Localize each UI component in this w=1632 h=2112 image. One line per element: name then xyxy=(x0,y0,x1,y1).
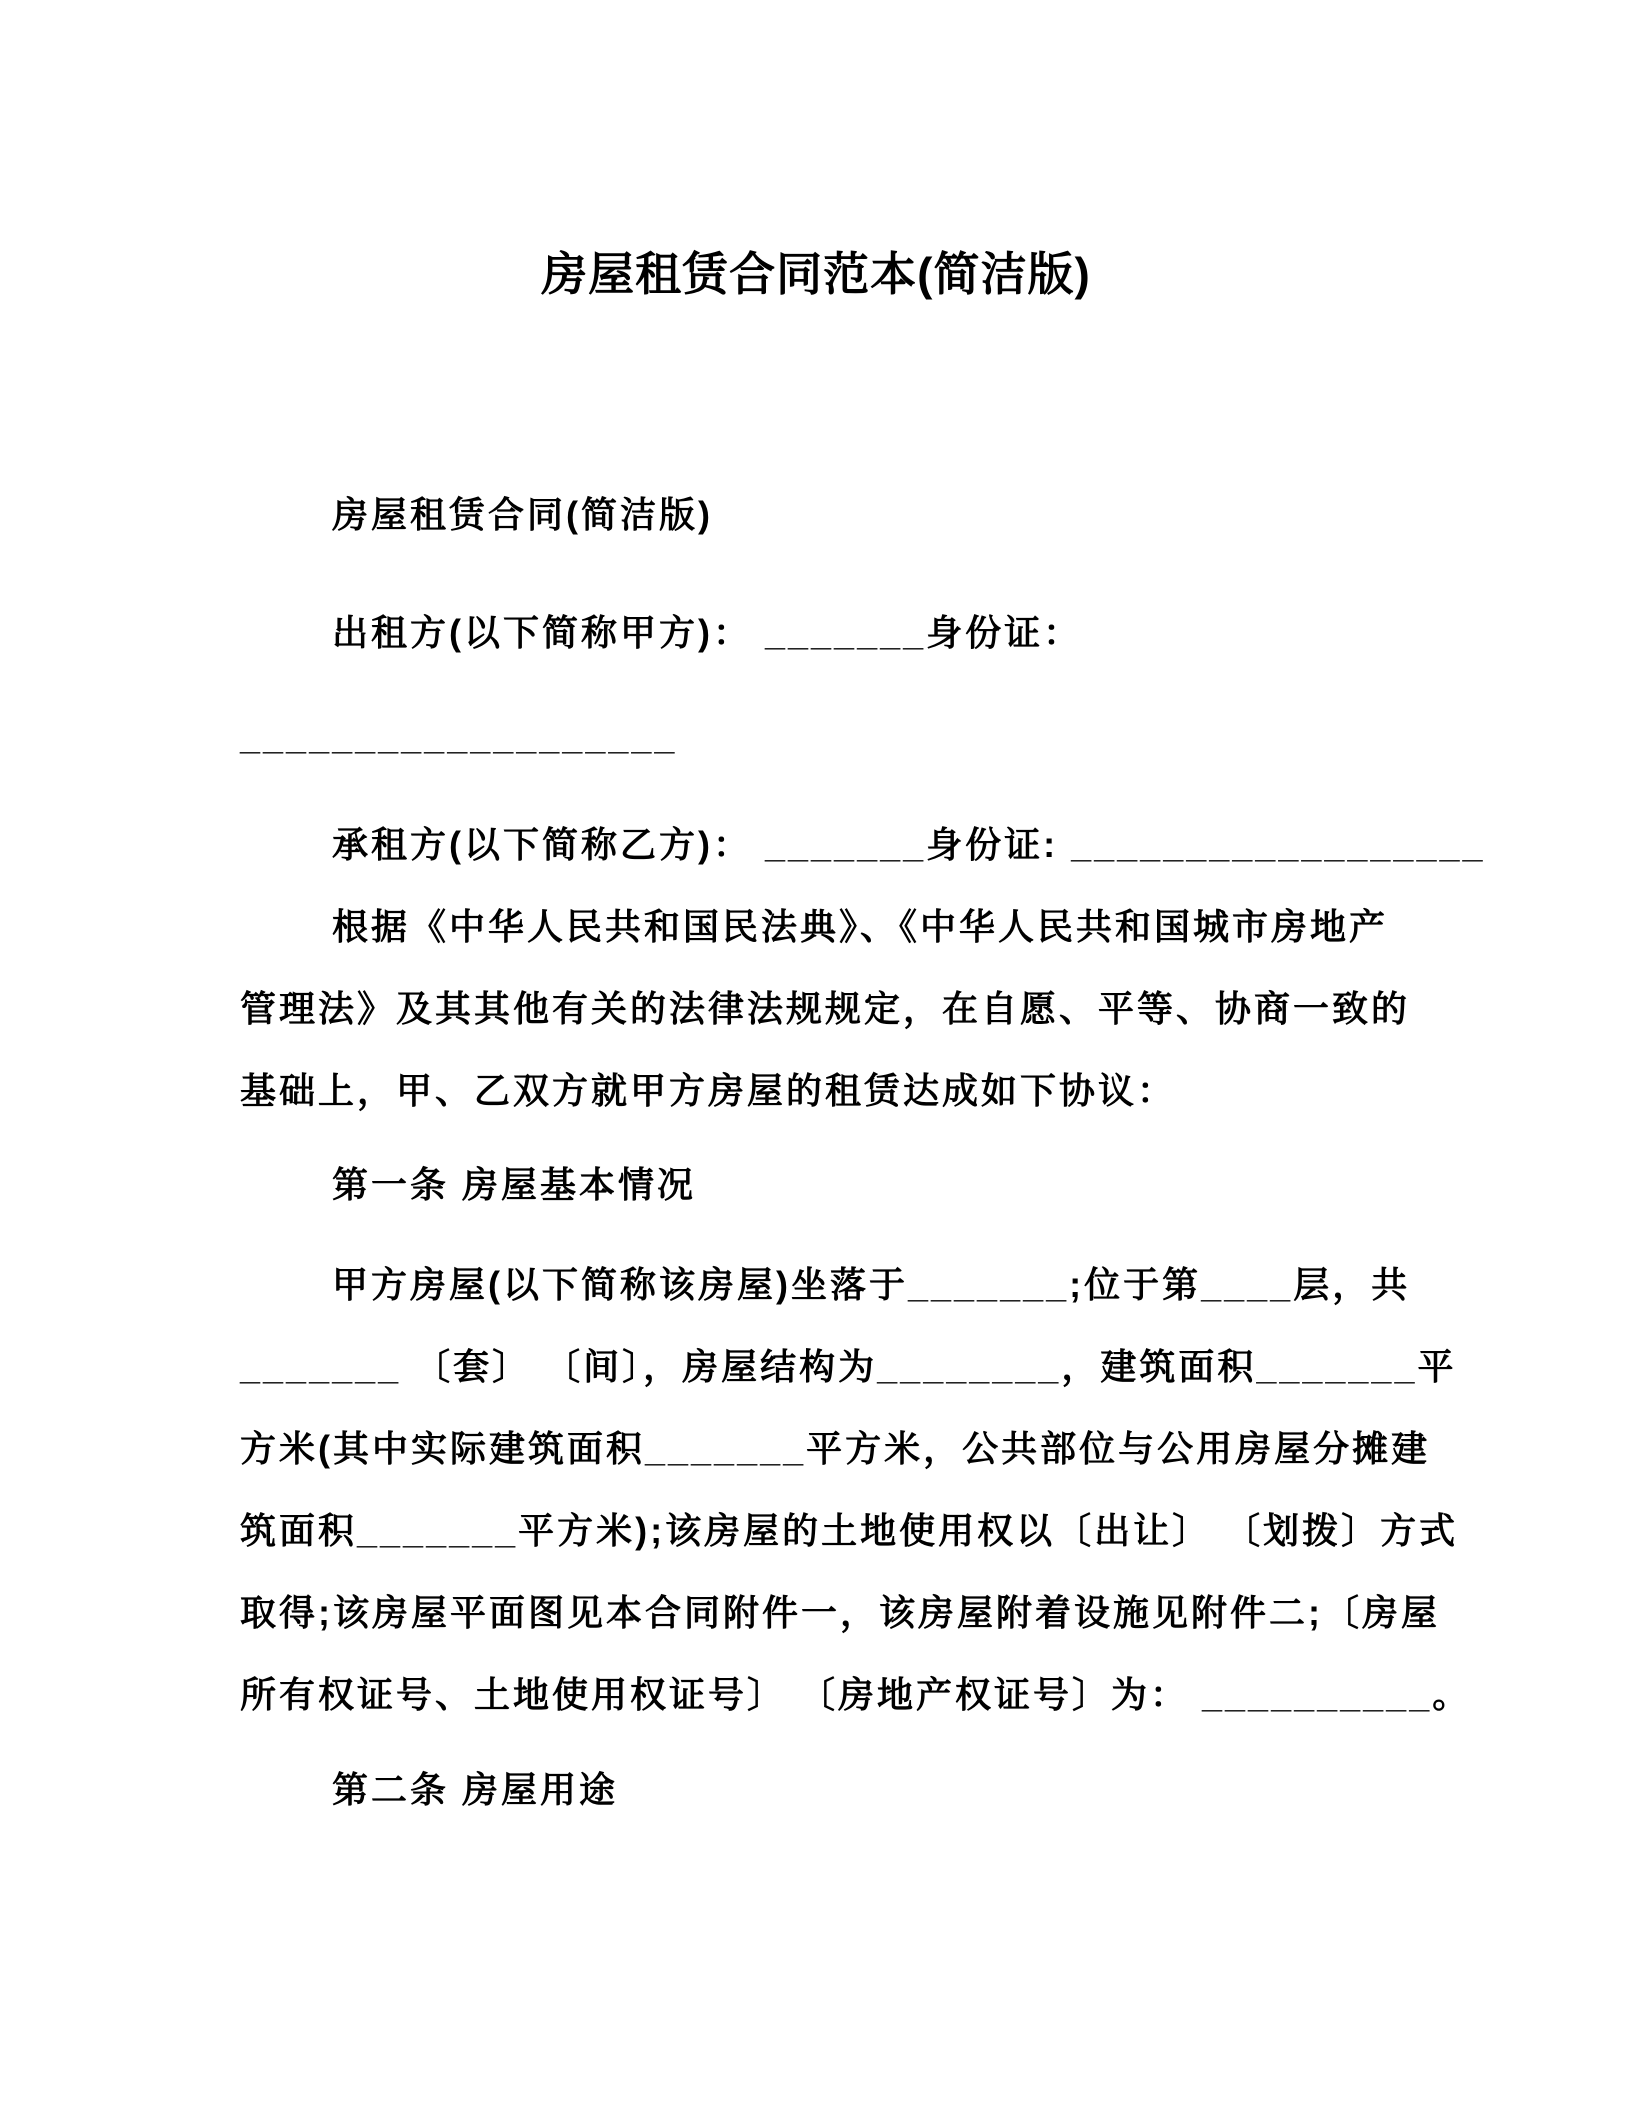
contract-line: 基础上，甲、乙双方就甲方房屋的租赁达成如下协议： xyxy=(240,1070,1177,1111)
contract-line: ___________________ xyxy=(240,716,678,757)
contract-line: 甲方房屋(以下简称该房屋)坐落于_______;位于第____层，共 xyxy=(332,1264,1411,1305)
contract-line: 第一条 房屋基本情况 xyxy=(332,1164,697,1205)
paragraph xyxy=(240,696,1482,778)
contract-line: 管理法》及其其他有关的法律法规规定，在自愿、平等、协商一致的 xyxy=(240,988,1411,1029)
contract-line: 第二条 房屋用途 xyxy=(332,1769,619,1810)
paragraph xyxy=(240,1244,1482,1736)
contract-line: 出租方(以下简称甲方)： _______身份证： xyxy=(332,612,1083,653)
contract-line: 承租方(以下简称乙方)： _______身份证: __________________ xyxy=(332,824,1486,865)
paragraph xyxy=(240,886,1482,1132)
contract-line: 房屋租赁合同(简洁版) xyxy=(332,494,713,535)
document-body xyxy=(0,474,1632,1831)
contract-line: 所有权证号、土地使用权证号〕 〔房地产权证号〕为： __________。 xyxy=(240,1674,1472,1715)
contract-line: 取得;该房屋平面图见本合同附件一，该房屋附着设施见附件二;〔房屋 xyxy=(240,1592,1440,1633)
contract-line: 根据《中华人民共和国民法典》、《中华人民共和国城市房地产 xyxy=(332,906,1389,947)
paragraph xyxy=(240,1749,1482,1831)
paragraph xyxy=(240,592,1482,674)
paragraph xyxy=(240,804,1486,886)
contract-line: 筑面积_______平方米);该房屋的土地使用权以〔出让〕 〔划拨〕方式 xyxy=(240,1510,1459,1551)
paragraph xyxy=(240,474,1482,556)
contract-line: _______ 〔套〕 〔间〕，房屋结构为________，建筑面积_______平 xyxy=(240,1346,1457,1387)
paragraph xyxy=(240,1144,1482,1226)
document-title: 房屋租赁合同范本(简洁版) xyxy=(541,248,1091,300)
contract-line: 方米(其中实际建筑面积_______平方米，公共部位与公用房屋分摊建 xyxy=(240,1428,1431,1469)
